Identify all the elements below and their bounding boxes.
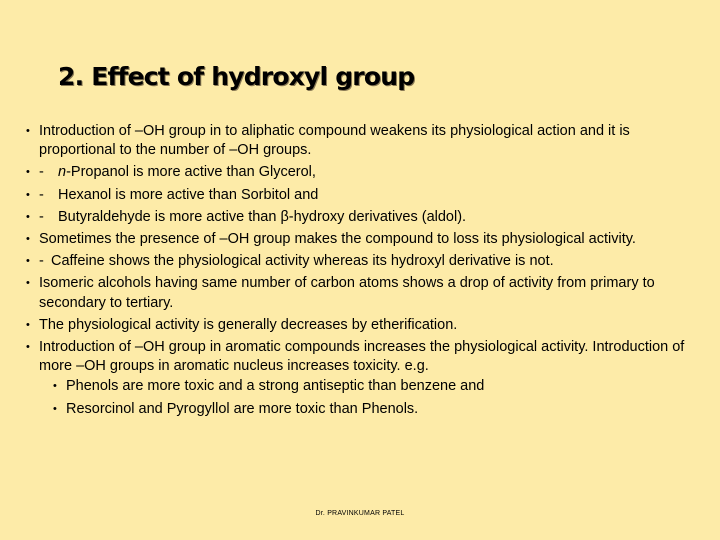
footer-author: Dr. PRAVINKUMAR PATEL [315, 510, 405, 517]
bullet-text: Sometimes the presence of –OH group makes the compound to loss its physiological activity. [39, 231, 636, 248]
sub-bullet-text: Phenols are more toxic and a strong antiseptic than benzene and [66, 378, 485, 395]
list-item [26, 122, 696, 160]
bullet-text: The physiological activity is generally decreases by etherification. [39, 316, 458, 333]
bullet-list [26, 122, 696, 419]
bullet-text: Butyraldehyde is more active than β-hydroxy derivatives (aldol). [58, 208, 467, 225]
dash-marker: - [39, 186, 44, 203]
list-item [26, 230, 696, 249]
slide-title: 2. Effect of hydroxyl group [58, 62, 415, 91]
sub-bullet-text: Resorcinol and Pyrogyllol are more toxic than Phenols. [66, 400, 419, 417]
list-item [26, 338, 696, 419]
bullet-text: Introduction of –OH group in aromatic compounds increases the physiological activity. Introduction of more –OH groups in aromatic nucleus increases toxicity. e.g. [39, 339, 685, 375]
list-item [26, 316, 696, 335]
bullet-text: Introduction of –OH group in to aliphatic compound weakens its physiological action and it is proportional to the number of –OH groups. [39, 123, 630, 159]
list-item [26, 186, 696, 205]
list-item [26, 163, 696, 182]
dash-marker: - [39, 253, 44, 270]
sub-bullet-list [39, 377, 696, 418]
slide-body [26, 122, 696, 422]
bullet-text: Hexanol is more active than Sorbitol and [58, 186, 319, 203]
list-item [26, 274, 696, 312]
bullet-text: -Propanol is more active than Glycerol, [66, 164, 316, 181]
bullet-text: Caffeine shows the physiological activity whereas its hydroxyl derivative is not. [51, 253, 554, 270]
dash-marker: - [39, 208, 44, 225]
italic-prefix: n [58, 164, 67, 181]
sub-list-item [53, 377, 696, 396]
sub-list-item [53, 400, 696, 419]
list-item [26, 208, 696, 227]
bullet-text: Isomeric alcohols having same number of carbon atoms shows a drop of activity from primary to secondary to tertiary. [39, 275, 655, 311]
dash-marker: - [39, 164, 44, 181]
list-item [26, 252, 696, 271]
